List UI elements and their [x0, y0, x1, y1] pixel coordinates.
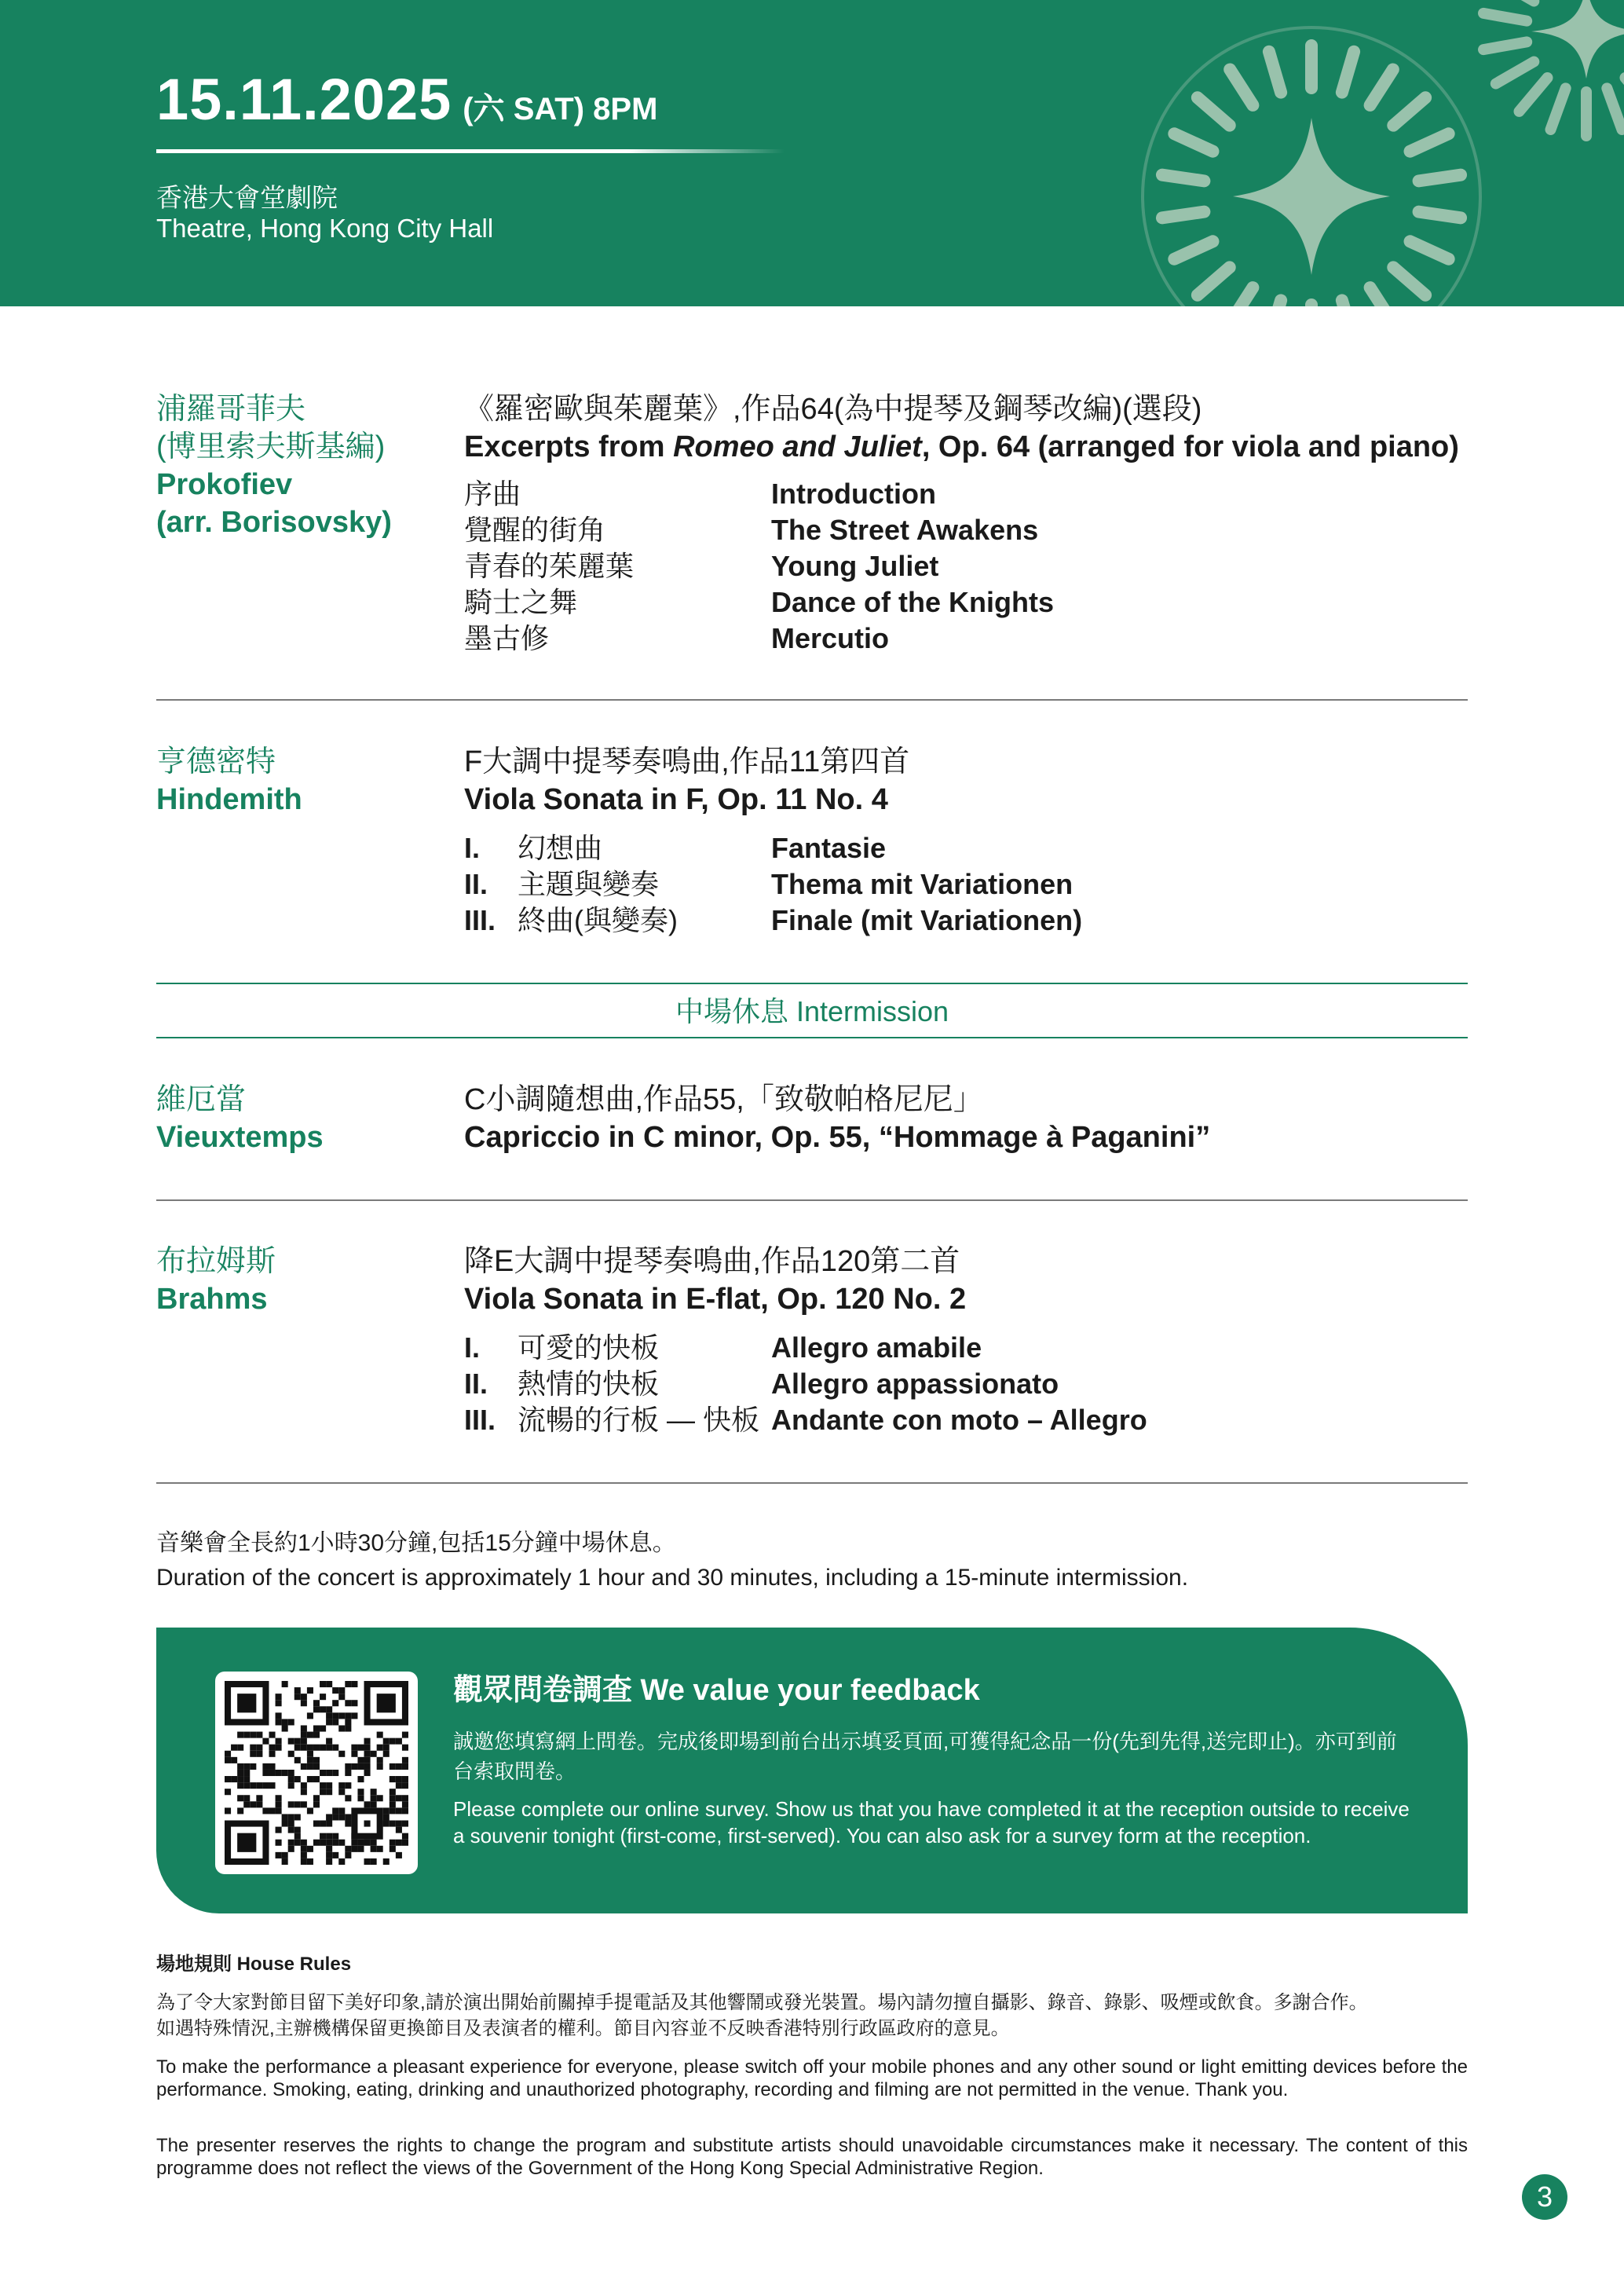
- house-rules-en-paragraph: The presenter reserves the rights to change the program and substitute artists should unavoidable circumstances make it necessary. The content of this programme does not reflect the views of the Government of the Hong Kong Special Administrative Region.: [156, 2135, 1468, 2179]
- work-title-en: Excerpts from Romeo and Juliet, Op. 64 (arranged for viola and piano): [464, 430, 1459, 463]
- house-rules-zh-line: 為了令大家對節目留下美好印象,請於演出開始前關掉手提電話及其他響鬧或發光裝置。場內請勿擅自攝影、錄音、錄影、吸煙或飲食。多謝合作。: [156, 1992, 1368, 2013]
- duration-text-en: Duration of the concert is approximately 1 hour and 30 minutes, including a 15-minute intermission.: [156, 1565, 1189, 1591]
- section-divider: [156, 699, 1468, 701]
- composer-name-en: Brahms: [156, 1283, 268, 1316]
- house-rules-zh-line: 如遇特殊情況,主辦機構保留更換節目及表演者的權利。節目內容並不反映香港特別行政區政府的意見。: [156, 2018, 1010, 2039]
- movement-row: 覺醒的街角 The Street Awakens: [464, 514, 1039, 546]
- duration-text-zh: 音樂會全長約1小時30分鐘,包括15分鐘中場休息。: [156, 1530, 676, 1556]
- work-title-zh: 《羅密歐與茱麗葉》,作品64(為中提琴及鋼琴改編)(選段): [464, 393, 1202, 426]
- movement-row: 墨古修 Mercutio: [464, 622, 890, 654]
- movement-list: [464, 1330, 1469, 1438]
- work-title-zh: F大調中提琴奏鳴曲,作品11第四首: [464, 745, 910, 778]
- movement-row: II. 主題與變奏 Thema mit Variationen: [464, 868, 1074, 900]
- intermission-top-rule: [156, 983, 1468, 984]
- work-title-zh: 降E大調中提琴奏鳴曲,作品120第二首: [464, 1245, 960, 1278]
- date-underline: [156, 149, 785, 153]
- composer-name-en: Prokofiev: [156, 468, 293, 501]
- movement-list: [464, 830, 1469, 939]
- work-title: [464, 1243, 1477, 1318]
- composer-name: [156, 1243, 276, 1318]
- concert-duration: [156, 1526, 1491, 1595]
- section-divider: [156, 1482, 1468, 1484]
- feedback-text-zh: 誠邀您填寫網上問卷。完成後即場到前台出示填妥頁面,可獲得紀念品一份(先到先得,送完即止)。亦可到前台索取問卷。: [453, 1730, 1397, 1783]
- composer-name-zh: 布拉姆斯: [156, 1245, 276, 1278]
- intermission-bottom-rule: [156, 1037, 1468, 1038]
- feedback-text-en: Please complete our online survey. Show us that you have completed it at the reception outside to receive a souvenir tonight (first-come, first-served). You can also ask for a survey form at the reception.: [453, 1797, 1410, 1847]
- work-title-en: Viola Sonata in E-flat, Op. 120 No. 2: [464, 1283, 967, 1316]
- work-title-en: Capriccio in C minor, Op. 55, “Hommage à Paganini”: [464, 1121, 1211, 1154]
- composer-arranger-zh: (博里索夫斯基編): [156, 430, 386, 463]
- movement-row: 青春的茱麗葉 Young Juliet: [464, 550, 939, 582]
- concert-date: 15.11.2025 (六 SAT) 8PM: [156, 67, 658, 132]
- decorative-sun-emblem-icon: [1021, 0, 1624, 306]
- movement-row: I. 幻想曲 Fantasie: [464, 832, 887, 864]
- concert-day-time: (六 SAT) 8PM: [463, 92, 658, 126]
- composer-name-zh: 維厄當: [156, 1083, 247, 1116]
- composer-name-zh: 亨德密特: [156, 745, 276, 778]
- house-rules-en-paragraph: To make the performance a pleasant experience for everyone, please switch off your mobile phones and any other sound or light emitting devices before the performance. Smoking, eating, drinking and unauthorized photography, recording and filming are not permitted in the venue. Thank you.: [156, 2056, 1468, 2100]
- movement-row: 騎士之舞 Dance of the Knights: [464, 586, 1055, 618]
- feedback-survey-panel: [156, 1628, 1468, 1913]
- movement-row: III. 流暢的行板 — 快板 Andante con moto – Allegro: [464, 1404, 1147, 1436]
- feedback-title: 觀眾問卷調查 We value your feedback: [453, 1674, 980, 1707]
- section-divider: [156, 1199, 1468, 1201]
- movement-row: I. 可愛的快板 Allegro amabile: [464, 1331, 982, 1364]
- header-banner: [0, 0, 1624, 306]
- composer-name: [156, 390, 392, 541]
- work-title: [464, 390, 1477, 466]
- page-number-badge: 3: [1522, 2174, 1567, 2220]
- composer-name: [156, 743, 302, 818]
- house-rules-zh: [156, 1990, 1476, 2041]
- house-rules-title: 場地規則 House Rules: [156, 1954, 352, 1975]
- composer-name-en: Vieuxtemps: [156, 1121, 324, 1154]
- composer-arranger-en: (arr. Borisovsky): [156, 506, 392, 539]
- work-title-zh: C小調隨想曲,作品55,「致敬帕格尼尼」: [464, 1083, 983, 1116]
- movement-row: III. 終曲(與變奏) Finale (mit Variationen): [464, 904, 1083, 936]
- venue-name-zh: 香港大會堂劇院: [156, 183, 338, 212]
- work-title: [464, 1081, 1477, 1156]
- intermission-label: 中場休息 Intermission: [675, 995, 949, 1027]
- survey-qr-code[interactable]: [215, 1672, 418, 1874]
- movement-row: II. 熱情的快板 Allegro appassionato: [464, 1368, 1059, 1400]
- venue-name-en: Theatre, Hong Kong City Hall: [156, 214, 494, 243]
- movement-list: [464, 476, 1469, 657]
- composer-name-zh: 浦羅哥菲夫: [156, 393, 306, 426]
- composer-name: [156, 1081, 324, 1156]
- work-title: [464, 743, 1477, 818]
- composer-name-en: Hindemith: [156, 783, 302, 816]
- qr-code-icon: [225, 1681, 408, 1865]
- work-title-en: Viola Sonata in F, Op. 11 No. 4: [464, 783, 888, 816]
- movement-row: 序曲 Introduction: [464, 478, 936, 510]
